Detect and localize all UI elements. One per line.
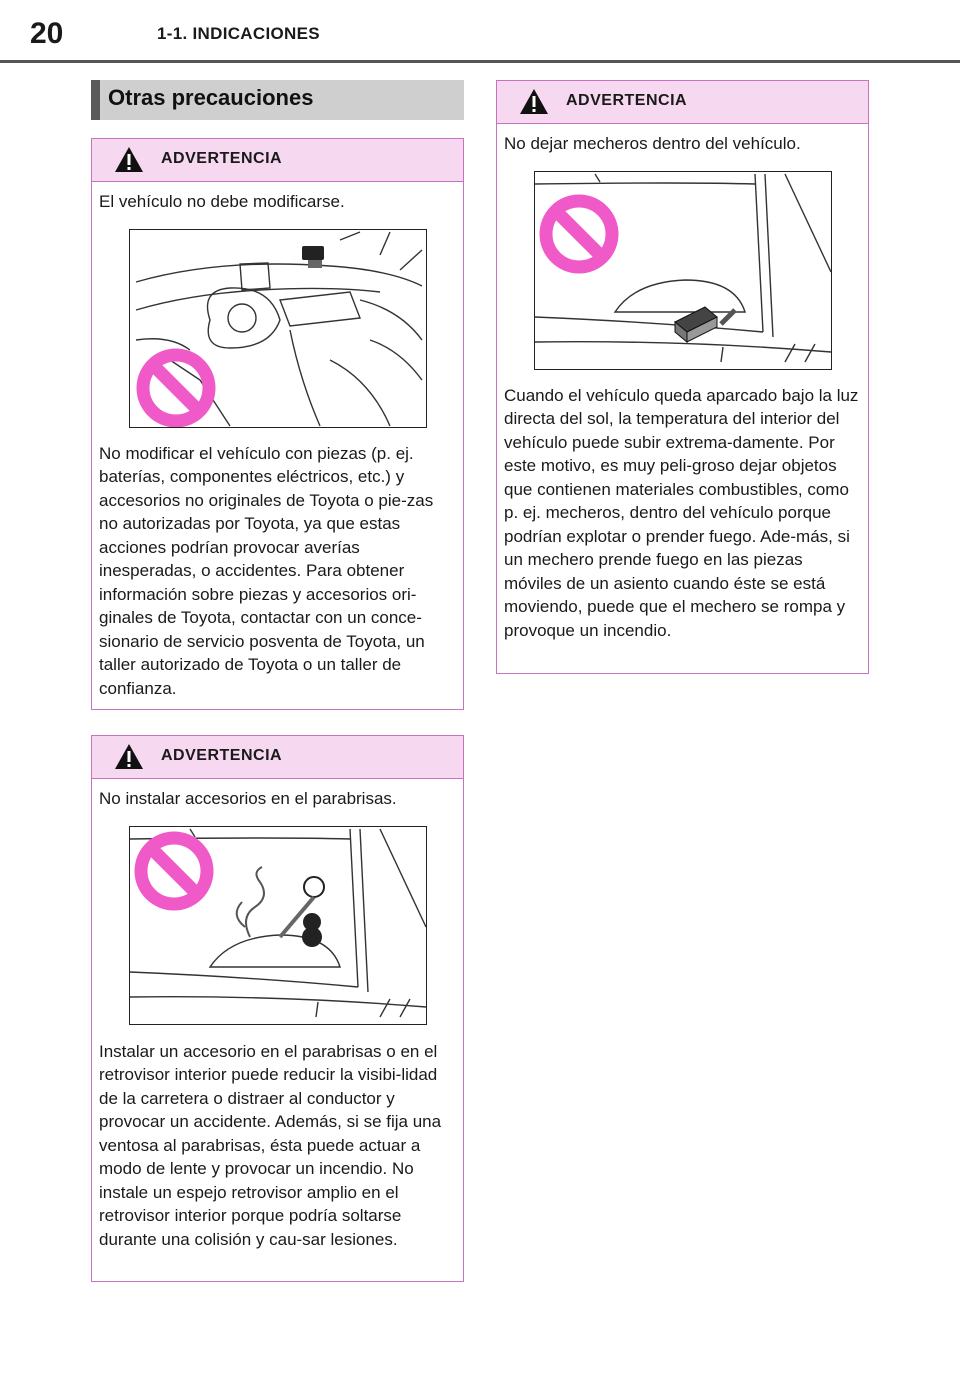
warning-body: No modificar el vehículo con piezas (p. ej. baterías, componentes eléctricos, etc.) y accesorios no originales de Toyota o pie-zas no autorizadas por Toyota, ya que estas acciones podrían provocar averías inesperadas, o accidentes. Para obtener información sobre piezas y accesorios ori-ginales de Toyota, contactar con un conce-sionario de servicio posventa de Toyota, un taller autorizado de Toyota o un taller de confianza. xyxy=(99,443,434,698)
warning-box-modifications xyxy=(91,138,464,710)
warning-triangle-icon xyxy=(519,88,549,115)
prohibition-icon xyxy=(546,201,612,267)
warning-intro: No instalar accesorios en el parabrisas. xyxy=(99,789,397,808)
prohibition-icon xyxy=(143,355,209,421)
section-title: Otras precauciones xyxy=(108,85,314,110)
section-title-bar xyxy=(91,80,464,120)
warning-header xyxy=(92,736,463,779)
warning-heading: ADVERTENCIA xyxy=(566,92,688,109)
warning-body: Instalar un accesorio en el parabrisas o en el retrovisor interior puede reducir la visibi-lidad de la carretera o distraer al conductor y provocar un accidente. Además, si se fija una ventosa al parabrisas, ésta puede actuar a modo de lente y provocar un incendio. No instale un espejo retrovisor amplio en el retrovisor interior porque podría soltarse durante una colisión y cau-sar lesiones. xyxy=(99,1041,442,1249)
lighter-in-vehicle-illustration xyxy=(534,171,832,370)
warning-box-windshield xyxy=(91,735,464,1282)
warning-heading: ADVERTENCIA xyxy=(161,747,283,764)
air-freshener xyxy=(236,867,263,937)
warning-box-lighters xyxy=(496,80,869,674)
warning-heading: ADVERTENCIA xyxy=(161,150,283,167)
prohibition-icon xyxy=(141,838,207,904)
warning-triangle-icon xyxy=(114,743,144,770)
section-header: 1-1. INDICACIONES xyxy=(157,24,320,43)
warning-header xyxy=(92,139,463,182)
header-divider xyxy=(0,60,960,63)
page-number: 20 xyxy=(30,17,64,50)
dashboard-modification-illustration xyxy=(129,229,427,428)
warning-body: Cuando el vehículo queda aparcado bajo la luz directa del sol, la temperatura del interior del vehículo puede subir extrema-damente. Por este motivo, es muy peli-groso dejar objetos que contienen materiales combustibles, como p. ej. mecheros, dentro del vehículo porque podrían explotar o prender fuego. Ade-más, si un mechero prende fuego en las piezas móviles de un asiento cuando éste se está moviendo, puede que el mechero se rompa y provoque un incendio. xyxy=(504,385,859,640)
warning-intro: No dejar mecheros dentro del vehículo. xyxy=(504,134,801,153)
warning-header xyxy=(497,81,868,124)
warning-triangle-icon xyxy=(114,146,144,173)
windshield-accessory-illustration xyxy=(129,826,427,1025)
title-accent xyxy=(91,80,100,120)
warning-intro: El vehículo no debe modificarse. xyxy=(99,192,345,211)
